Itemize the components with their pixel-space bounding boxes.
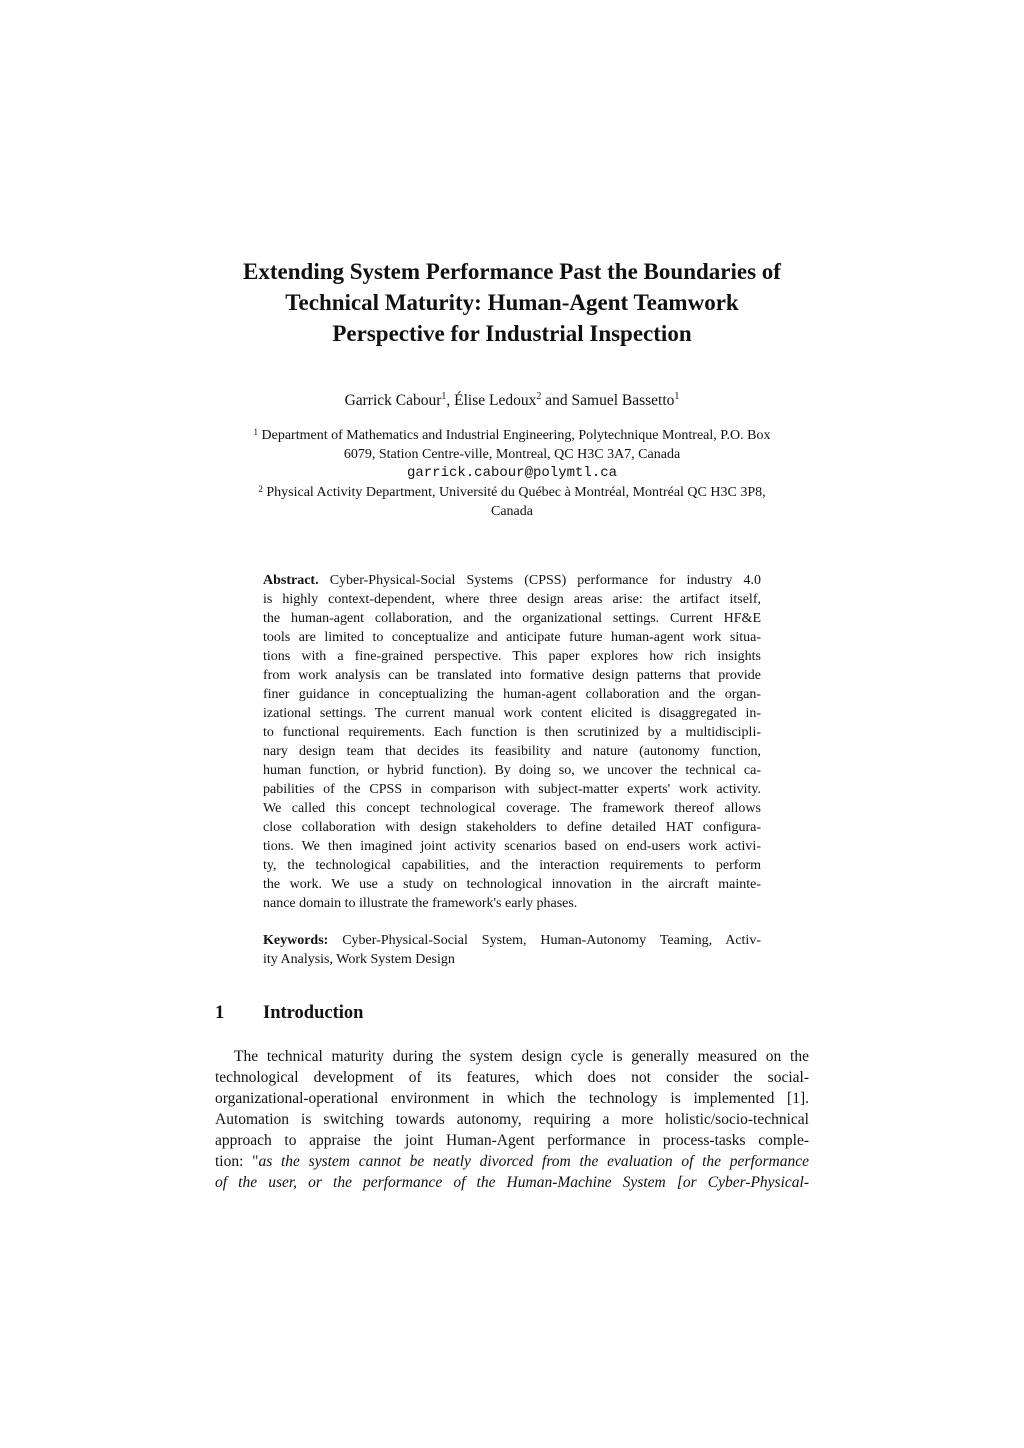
- affiliations: [160, 426, 864, 521]
- abstract-line: pabilities of the CPSS in comparison with subject-matter experts' work activity.: [263, 782, 761, 797]
- abstract-line: close collaboration with design stakeholders to define detailed HAT configura-: [263, 820, 761, 835]
- abstract-line: We called this concept technological coverage. The framework thereof allows: [263, 801, 761, 816]
- body-line: technological development of its features, which does not consider the social-: [215, 1069, 809, 1086]
- abstract-label: Abstract.: [263, 573, 319, 588]
- body-line: [215, 1172, 809, 1193]
- author-separator: ,: [446, 392, 455, 410]
- author-email[interactable]: garrick.cabour@polymtl.ca: [406, 465, 618, 481]
- affiliation-1-line: $^1$ Department of Mathematics and Industrial Engineering, Polytechnique Montreal, P.O. Box: [253, 427, 771, 443]
- abstract-line: tions. We then imagined joint activity scenarios based on end-users work activi-: [263, 839, 761, 854]
- affiliation-2-line: Canada: [491, 504, 533, 519]
- body-line: tion: "as the system cannot be neatly divorced from the evaluation of the performance: [215, 1153, 809, 1170]
- abstract-line: tools are limited to conceptualize and anticipate future human-agent work situa-: [263, 630, 761, 645]
- abstract-line: finer guidance in conceptualizing the human-agent collaboration and the organ-: [263, 687, 761, 702]
- abstract-line: tions with a fine-grained perspective. This paper explores how rich insights: [263, 649, 761, 664]
- section-title: Introduction: [263, 1003, 364, 1023]
- paper-title: [160, 256, 864, 349]
- section-heading: [215, 1001, 815, 1025]
- author-affil-mark: 2: [536, 391, 542, 402]
- author-list: [160, 387, 864, 411]
- author-name: Garrick Cabour: [344, 392, 442, 410]
- body-line: organizational-operational environment in which the technology is implemented [1].: [215, 1090, 809, 1107]
- quote-text: as the system cannot be neatly divorced from the evaluation of the performance: [258, 1153, 809, 1170]
- affiliation-1-line: 6079, Station Centre-ville, Montreal, QC H3C 3A7, Canada: [343, 447, 681, 462]
- body-line: The technical maturity during the system design cycle is generally measured on the: [234, 1048, 809, 1065]
- abstract-line: izational settings. The current manual work content elicited is disaggregated in-: [263, 706, 761, 721]
- author-name: Samuel Bassetto: [571, 392, 675, 410]
- keywords: [263, 931, 761, 969]
- abstract-line: to functional requirements. Each function is then scrutinized by a multidiscipli-: [263, 725, 761, 740]
- intro-paragraph: [215, 1046, 809, 1193]
- abstract-line: nance domain to illustrate the framework's early phases.: [263, 896, 578, 911]
- body-line: Automation is switching towards autonomy, requiring a more holistic/socio-technical: [215, 1111, 809, 1128]
- keywords-line: ity Analysis, Work System Design: [263, 952, 455, 967]
- author-name: Élise Ledoux: [454, 392, 537, 410]
- affil-mark: 2: [258, 484, 263, 494]
- title-line: Extending System Performance Past the Boundaries of: [243, 259, 781, 284]
- abstract: [263, 571, 761, 913]
- keywords-line: Keywords: Cyber-Physical-Social System, Human-Autonomy Teaming, Activ-: [263, 933, 761, 948]
- author-separator: and: [541, 392, 572, 410]
- abstract-line: the human-agent collaboration, and the organizational settings. Current HF&E: [263, 611, 761, 626]
- section-number: 1: [215, 1003, 225, 1023]
- body-line: approach to appraise the joint Human-Agent performance in process-tasks comple-: [215, 1132, 809, 1149]
- abstract-line: from work analysis can be translated into formative design patterns that provide: [263, 668, 761, 683]
- author-affil-mark: 1: [441, 391, 447, 402]
- author-affil-mark: 1: [674, 391, 680, 402]
- abstract-line: is highly context-dependent, where three design areas arise: the artifact itself,: [263, 592, 761, 607]
- abstract-line: nary design team that decides its feasibility and nature (autonomy function,: [263, 744, 761, 759]
- affiliation-2-line: $^2$ Physical Activity Department, Université du Québec à Montréal, Montréal QC H3C 3P8,: [258, 484, 766, 500]
- quote-text: of the user, or the performance of the Human-Machine System [or Cyber-Physical-: [215, 1174, 809, 1191]
- abstract-line: Abstract. Cyber-Physical-Social Systems (CPSS) performance for industry 4.0: [263, 573, 761, 588]
- keywords-label: Keywords:: [263, 933, 329, 948]
- abstract-line: ty, the technological capabilities, and the interaction requirements to perform: [263, 858, 761, 873]
- title-line: Technical Maturity: Human-Agent Teamwork: [285, 290, 739, 315]
- affil-mark: 1: [253, 427, 259, 437]
- title-line: Perspective for Industrial Inspection: [332, 321, 692, 346]
- abstract-line: the work. We use a study on technological innovation in the aircraft mainte-: [263, 877, 761, 892]
- abstract-line: human function, or hybrid function). By doing so, we uncover the technical ca-: [263, 763, 761, 778]
